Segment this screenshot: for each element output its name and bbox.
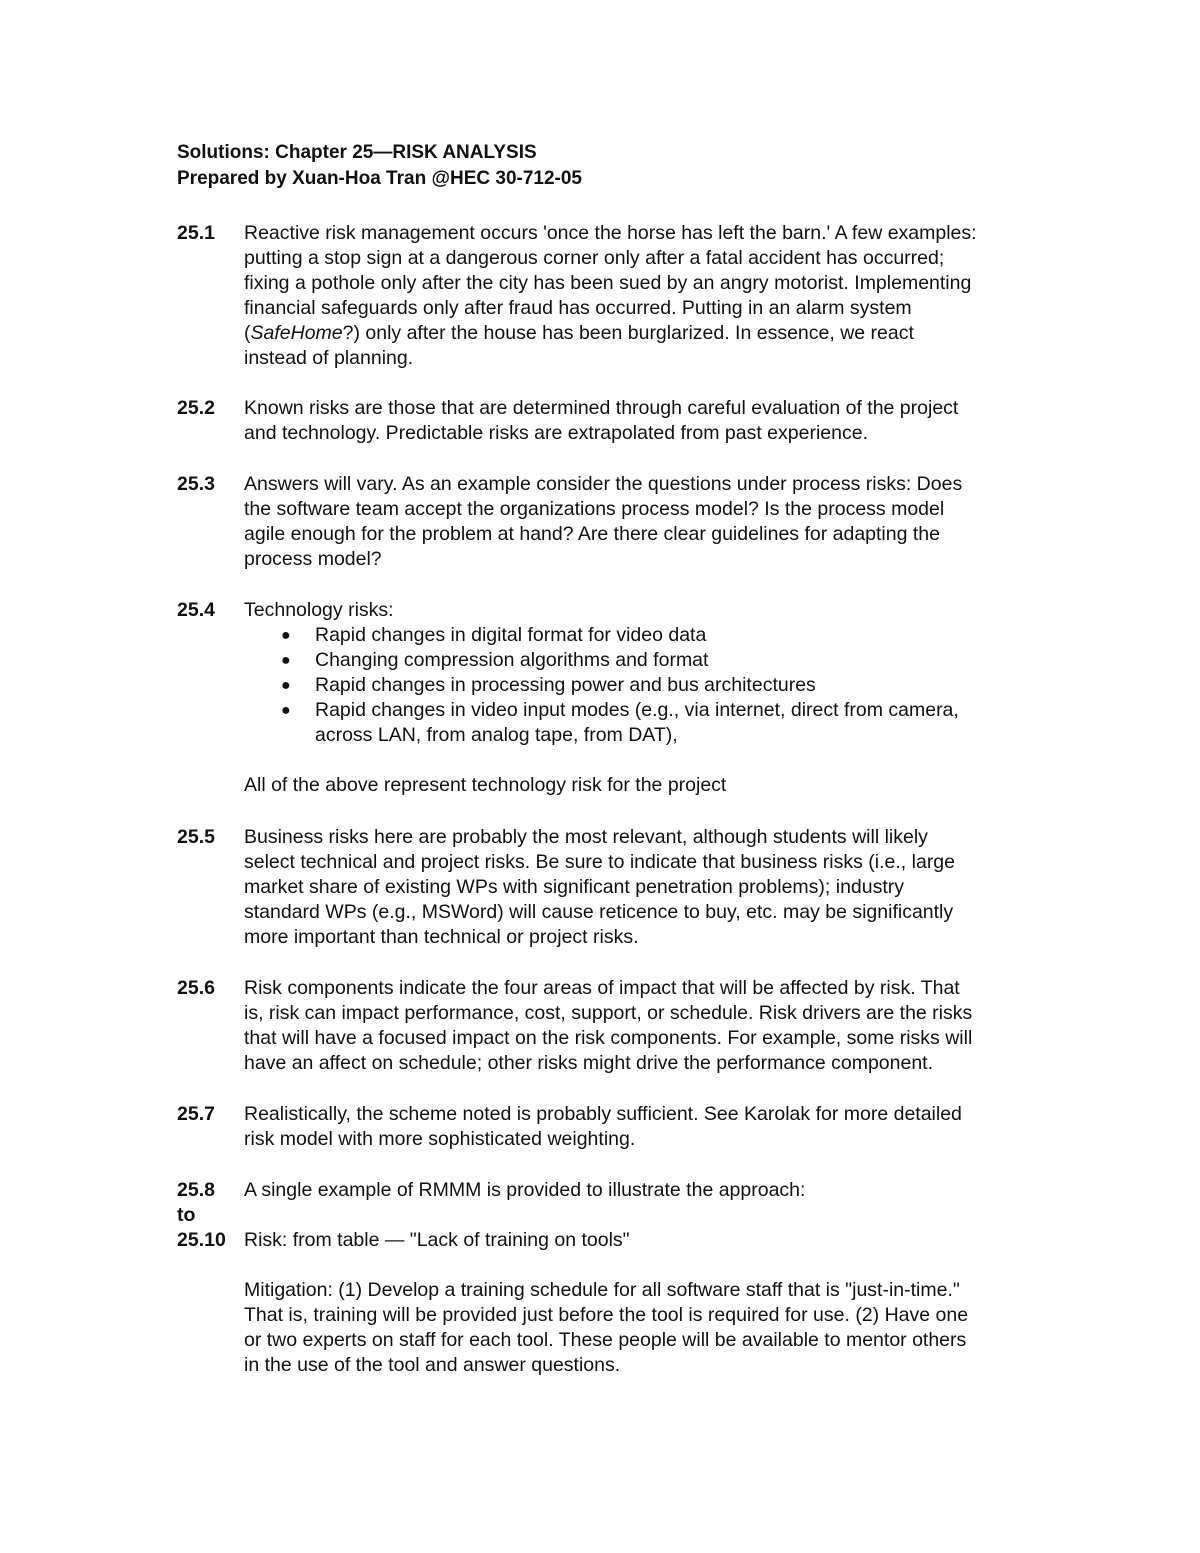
list-item-text: Rapid changes in processing power and bus architectures (315, 674, 816, 696)
answer-number: 25.7 (177, 1103, 215, 1125)
answer-number: 25.1 (177, 222, 215, 244)
text-line: process model? (244, 548, 382, 570)
text-line: market share of existing WPs with significant penetration problems); industry (244, 876, 905, 898)
text-line: Business risks here are probably the most relevant, although students will likely (244, 826, 928, 848)
text-line: that will have a focused impact on the risk components. For example, some risks will (244, 1027, 973, 1049)
answer-number: 25.2 (177, 397, 215, 419)
bullet-icon: ● (281, 627, 291, 644)
document-title: Solutions: Chapter 25—RISK ANALYSIS (177, 142, 537, 163)
answer-text (244, 221, 1064, 371)
text-line: Mitigation: (1) Develop a training schedule for all software staff that is "just-in-time." (244, 1279, 960, 1301)
text-line: risk model with more sophisticated weighting. (244, 1128, 636, 1150)
document-header (177, 140, 582, 192)
list-item (244, 673, 1064, 698)
text-line: fixing a pothole only after the city has been sued by an angry motorist. Implementing (244, 272, 972, 294)
answer-text (244, 1102, 1064, 1152)
text-line: select technical and project risks. Be sure to indicate that business risks (i.e., large (244, 851, 955, 873)
text-line: A single example of RMMM is provided to illustrate the approach: (244, 1179, 806, 1201)
text-line: or two experts on staff for each tool. These people will be available to mentor others (244, 1329, 967, 1351)
text-line: is, risk can impact performance, cost, support, or schedule. Risk drivers are the risks (244, 1002, 973, 1024)
answer-number-end: 25.10 (177, 1229, 226, 1251)
text-fragment: ( (244, 322, 251, 344)
text-line: standard WPs (e.g., MSWord) will cause reticence to buy, etc. may be significantly (244, 901, 954, 923)
text-line: agile enough for the problem at hand? Are there clear guidelines for adapting the (244, 523, 940, 545)
list-item (244, 698, 1064, 723)
text-line: All of the above represent technology risk for the project (244, 774, 727, 796)
text-line: putting a stop sign at a dangerous corner only after a fatal accident has occurred; (244, 247, 945, 269)
answer-number: 25.5 (177, 826, 215, 848)
text-line: more important than technical or project risks. (244, 926, 639, 948)
text-line: financial safeguards only after fraud has occurred. Putting in an alarm system (244, 297, 912, 319)
text-fragment: ?) only after the house has been burglarized. In essence, we react (342, 322, 914, 344)
text-line: and technology. Predictable risks are extrapolated from past experience. (244, 422, 868, 444)
text-line: in the use of the tool and answer questions. (244, 1354, 621, 1376)
answer-text (244, 396, 1064, 446)
bullet-icon: ● (281, 677, 291, 694)
text-line: Known risks are those that are determined through careful evaluation of the project (244, 397, 959, 419)
answer-text (244, 472, 1064, 572)
answer-number: 25.4 (177, 599, 215, 621)
answer-text (244, 825, 1064, 950)
answer-number-to: to (177, 1204, 196, 1226)
bullet-icon: ● (281, 652, 291, 669)
text-line: That is, training will be provided just before the tool is required for use. (2) Have one (244, 1304, 969, 1326)
answer-text (244, 598, 1064, 798)
list-item-continuation (244, 723, 1064, 748)
risk-line: Risk: from table — "Lack of training on tools" (244, 1229, 630, 1251)
list-item-text: Changing compression algorithms and format (315, 649, 709, 671)
list-item-text: Rapid changes in digital format for video data (315, 624, 707, 646)
answer-text (244, 1178, 1064, 1378)
answer-number: 25.3 (177, 473, 215, 495)
text-line: the software team accept the organizations process model? Is the process model (244, 498, 945, 520)
text-line: Realistically, the scheme noted is probably sufficient. See Karolak for more detailed (244, 1103, 962, 1125)
text-line: Answers will vary. As an example consider the questions under process risks: Does (244, 473, 963, 495)
text-line (244, 321, 1064, 346)
list-item-text: across LAN, from analog tape, from DAT), (315, 724, 678, 746)
text-line: have an affect on schedule; other risks might drive the performance component. (244, 1052, 934, 1074)
document-author-line: Prepared by Xuan-Hoa Tran @HEC 30-712-05 (177, 168, 583, 189)
bullet-list (244, 623, 1064, 748)
bullet-icon: ● (281, 702, 291, 719)
text-line: instead of planning. (244, 347, 414, 369)
list-item (244, 648, 1064, 673)
text-line: Technology risks: (244, 599, 394, 621)
answer-number: 25.6 (177, 977, 215, 999)
answer-number-start: 25.8 (177, 1179, 215, 1201)
list-item-text: Rapid changes in video input modes (e.g., via internet, direct from camera, (315, 699, 959, 721)
text-line: Risk components indicate the four areas of impact that will be affected by risk. That (244, 977, 960, 999)
product-name: SafeHome (250, 322, 343, 344)
answer-text (244, 976, 1064, 1076)
list-item (244, 623, 1064, 648)
text-line: Reactive risk management occurs 'once the horse has left the barn.' A few examples: (244, 222, 977, 244)
